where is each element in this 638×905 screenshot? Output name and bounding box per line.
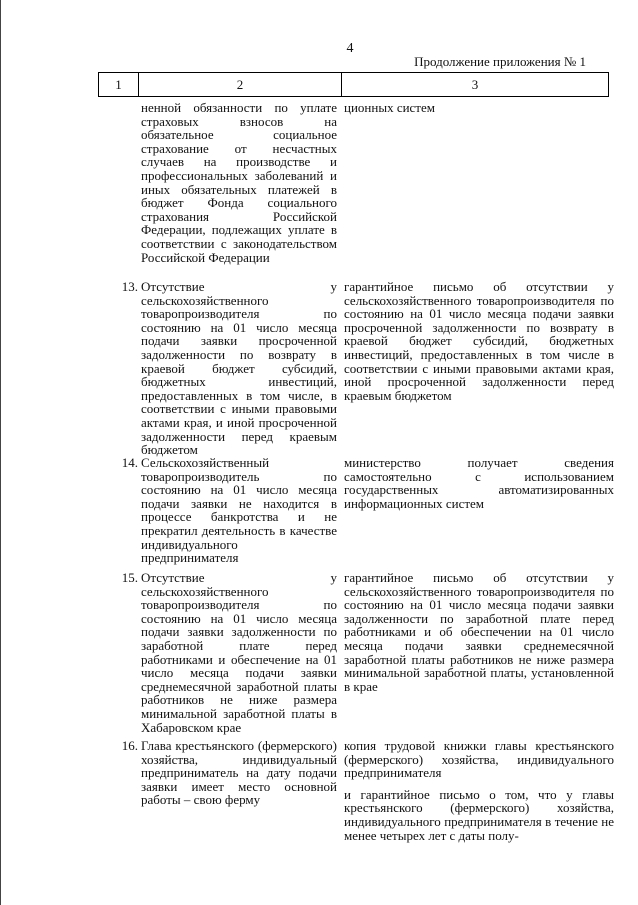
document-text: министерство получает сведения самостоятельно с использованием государственных автоматизированных информационных систем <box>344 455 614 511</box>
document-text-part-2: и гарантийное письмо о том, что у главы крестьянского (фермерского) хозяйства, индивидуального предпринимателя в течение не менее четырех лет с даты полу- <box>344 786 614 843</box>
row-number <box>98 101 138 264</box>
table-row <box>98 571 618 734</box>
table-row <box>98 280 618 457</box>
document-text: гарантийное письмо об отсутствии у сельскохозяйственного товаропроизводителя по состоянию на 01 число месяца подачи заявки просроченной задолженности по возврату в краевой бюджет субсидий, бюджетных инвестиций, предоставленных в том числе в соответствии с иными правовыми актами края, иной просроченной задолженности перед краевым бюджетом <box>344 279 614 403</box>
document-text: гарантийное письмо об отсутствии у сельскохозяйственного товаропроизводителя по состоянию на 01 число месяца подачи заявки задолженности по заработной плате перед работниками и об обеспечении на 01 число месяца подачи заявки среднемесячной заработной платы работников не ниже размера минимальной заработной платы, установленной в крае <box>344 570 614 694</box>
requirement-text: Отсутствие у сельскохозяйственного товаропроизводителя по состоянию на 01 число месяца подачи заявки просроченной задолженности по возврату в краевой бюджет субсидий, бюджетных инвестиций, предоставленных в том числе, в соответствии с иными правовыми актами края, и иной просроченной задолженности перед краевым бюджетом <box>141 279 337 458</box>
table-row <box>98 101 618 264</box>
row-number: 14. <box>121 455 138 470</box>
table-row <box>98 456 618 565</box>
table-header <box>98 72 609 97</box>
requirement-text: Глава крестьянского (фермерского) хозяйства, индивидуальный предприниматель на дату подачи заявки имеет место основной работы – свою ферму <box>141 738 337 808</box>
requirement-text: Отсутствие у сельскохозяйственного товаропроизводителя по состоянию на 01 число месяца подачи заявки задолженности по заработной плате перед работниками и обеспечение на 01 число месяца подачи заявки среднемесячной заработной платы работников не ниже размера минимальной заработной платы в Хабаровском крае <box>141 570 337 735</box>
page-number: 4 <box>346 41 354 56</box>
requirement-text: Сельскохозяйственный товаропроизводитель по состоянию на 01 число месяца подачи заявки не находится в процессе банкротства и не прекратил деятельность в качестве индивидуального предпринимателя <box>141 455 337 566</box>
appendix-note: Продолжение приложения № 1 <box>414 54 586 69</box>
document-text-part-1: копия трудовой книжки главы крестьянского (фермерского) хозяйства, индивидуального предпринимателя <box>344 738 614 781</box>
document-text <box>344 739 614 850</box>
document-text: ционных систем <box>344 100 435 115</box>
header-col-1: 1 <box>99 73 139 96</box>
requirement-text: ненной обязанности по уплате страховых взносов на обязательное социальное страхование от несчастных случаев на производстве и профессиональных заболеваний и иных обязательных платежей в бюджет Фонда социального страхования Российской Федерации, подлежащих уплате в соответствии с законодательством Российской Федерации <box>141 100 337 265</box>
row-number: 13. <box>121 279 138 294</box>
header-col-2: 2 <box>139 73 342 96</box>
row-number: 16. <box>121 738 138 753</box>
page-edge <box>0 0 1 905</box>
table-row <box>98 739 618 850</box>
header-col-3: 3 <box>471 76 479 92</box>
row-number: 15. <box>121 570 138 585</box>
